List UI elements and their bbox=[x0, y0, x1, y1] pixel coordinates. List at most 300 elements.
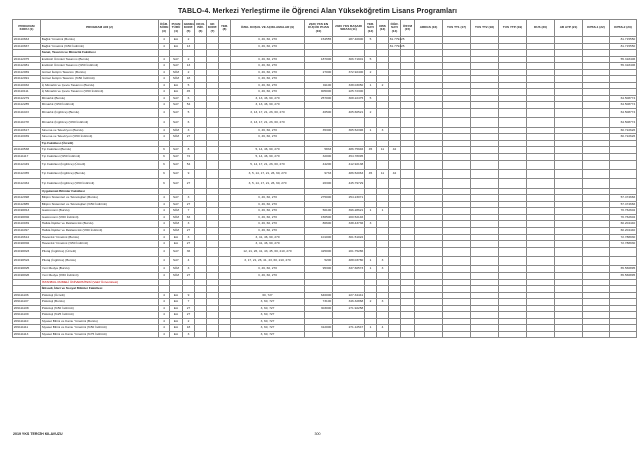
table-cell bbox=[415, 118, 443, 127]
program-code: 204111023 bbox=[13, 109, 41, 118]
program-name: Mimarlık (Burslu) bbox=[41, 95, 159, 102]
table-cell: 3 bbox=[377, 127, 389, 134]
table-cell: 55.318406 bbox=[610, 63, 637, 70]
table-cell: 4 bbox=[159, 272, 170, 279]
program-code: 204110111 bbox=[13, 89, 41, 96]
table-cell: SÖZ bbox=[170, 134, 183, 141]
column-header: OKUL BİR. (6) bbox=[195, 20, 207, 37]
table-cell: 200.52146 bbox=[333, 214, 365, 221]
table-cell bbox=[219, 331, 231, 338]
table-cell bbox=[527, 118, 555, 127]
table-cell bbox=[415, 109, 443, 118]
table-cell: 6 bbox=[159, 153, 170, 160]
program-name: Havacılık Yönetimi (%50 İndirimli) bbox=[41, 241, 159, 248]
table-cell bbox=[377, 118, 389, 127]
table-cell: 3, 46, 60, 270 bbox=[231, 89, 305, 96]
table-cell: SAY bbox=[170, 247, 183, 256]
table-cell: 64.508774 bbox=[610, 118, 637, 127]
table-cell: 2 bbox=[365, 109, 377, 118]
program-name: Tıp Fakültesi (Burslu) bbox=[41, 147, 159, 154]
program-name: Siyaset Bilimi ve Kamu Yönetimi (Burslu) bbox=[41, 318, 159, 325]
table-cell bbox=[401, 179, 415, 188]
table-cell: 3, 13, 17, 21, 26, 60, 270 bbox=[231, 109, 305, 118]
table-cell: 3 bbox=[377, 299, 389, 306]
column-header: DUS (20) bbox=[527, 20, 555, 37]
table-cell bbox=[219, 179, 231, 188]
table-cell: 65.566895 bbox=[610, 266, 637, 273]
table-cell: 72.788930 bbox=[610, 234, 637, 241]
table-cell: SAY bbox=[170, 257, 183, 266]
table-cell: 4 bbox=[159, 195, 170, 202]
table-cell bbox=[555, 179, 583, 188]
table-cell: 4 bbox=[183, 257, 195, 266]
table-cell: 338.03050 bbox=[333, 82, 365, 89]
table-cell bbox=[365, 179, 377, 188]
table-cell bbox=[195, 247, 207, 256]
program-name: Tıp Fakültesi (İngilizce) (Ücretli) bbox=[41, 160, 159, 169]
faculty-title: İktisadi, İdari ve Sosyal Bilimler Fakültesi bbox=[41, 286, 159, 293]
table-cell bbox=[195, 331, 207, 338]
table-cell: 55.318406 bbox=[610, 56, 637, 63]
table-cell: 13 bbox=[183, 43, 195, 50]
table-cell: SAY bbox=[170, 56, 183, 63]
table-cell: 225.72300 bbox=[333, 89, 365, 96]
program-name: Havacılık Yönetimi (Burslu) bbox=[41, 234, 159, 241]
table-cell: 3 bbox=[365, 221, 377, 228]
table-cell: 81.715550 bbox=[610, 37, 637, 44]
table-cell bbox=[195, 118, 207, 127]
table-cell bbox=[471, 257, 499, 266]
table-cell: 73100 bbox=[305, 299, 333, 306]
program-name: İç Mimarlık ve Çevre Tasarımı (%50 İndirimli) bbox=[41, 89, 159, 96]
program-name: Halkla İlişkiler ve Reklamcılık (Burslu) bbox=[41, 221, 159, 228]
table-cell: 9 bbox=[183, 292, 195, 299]
table-cell: 1 bbox=[365, 266, 377, 273]
table-cell bbox=[527, 331, 555, 338]
table-cell: 4 bbox=[159, 325, 170, 332]
table-cell bbox=[527, 179, 555, 188]
program-code: 204190826 bbox=[13, 272, 41, 279]
table-cell: 101000 bbox=[305, 234, 333, 241]
table-cell: 45 bbox=[183, 89, 195, 96]
table-cell: 36 bbox=[183, 247, 195, 256]
table-cell: 4 bbox=[159, 299, 170, 306]
program-name: Sinema ve Televizyon (Burslu) bbox=[41, 127, 159, 134]
table-cell bbox=[195, 109, 207, 118]
table-cell: 4 bbox=[159, 234, 170, 241]
table-cell: 42 bbox=[389, 169, 401, 178]
table-cell: SÖZ bbox=[170, 214, 183, 221]
table-cell: 3, 46, 60, 270 bbox=[231, 37, 305, 44]
table-cell bbox=[305, 118, 333, 127]
column-header: OBS (13) bbox=[377, 20, 389, 37]
table-cell: 57.474666 bbox=[610, 201, 637, 208]
table-cell: 365.52396 bbox=[333, 127, 365, 134]
table-cell: 4 bbox=[377, 325, 389, 332]
table-cell: 1 bbox=[365, 127, 377, 134]
table-cell: 54 bbox=[183, 102, 195, 109]
table-cell: 50100 bbox=[305, 208, 333, 215]
table-cell bbox=[499, 160, 527, 169]
table-cell: 405.60521 bbox=[333, 109, 365, 118]
program-code: 204111078 bbox=[13, 118, 41, 127]
table-cell: 11 bbox=[377, 169, 389, 178]
program-code: 204116614 bbox=[13, 234, 41, 241]
table-cell: SAY bbox=[170, 147, 183, 154]
program-code: 204112885 bbox=[13, 201, 41, 208]
table-cell: 95300 bbox=[305, 266, 333, 273]
table-cell: 4 bbox=[159, 95, 170, 102]
table-cell bbox=[499, 118, 527, 127]
table-cell: 72.788930 bbox=[610, 241, 637, 248]
program-name: Endüstri Ürünleri Tasarımı (Burslu) bbox=[41, 56, 159, 63]
table-cell: 4 bbox=[159, 331, 170, 338]
table-cell: 4 bbox=[159, 76, 170, 83]
table-cell: 45 bbox=[365, 169, 377, 178]
table-cell: 7 bbox=[183, 208, 195, 215]
table-cell: 18 bbox=[183, 76, 195, 83]
table-cell bbox=[527, 160, 555, 169]
table-cell: 91100 bbox=[305, 82, 333, 89]
table-cell: 646000 bbox=[305, 292, 333, 299]
table-cell: 64.508774 bbox=[610, 102, 637, 109]
table-cell: EA bbox=[170, 325, 183, 332]
table-cell bbox=[365, 247, 377, 256]
table-cell bbox=[499, 331, 527, 338]
table-cell: 6 bbox=[183, 118, 195, 127]
table-cell: 81.715550 bbox=[610, 43, 637, 50]
table-cell: 271.12547 bbox=[333, 325, 365, 332]
table-cell: 287.40900 bbox=[333, 37, 365, 44]
table-cell: 486.75946 bbox=[333, 147, 365, 154]
table-cell bbox=[583, 257, 610, 266]
table-cell bbox=[583, 247, 610, 256]
table-cell: 3, 46, 60, 270 bbox=[231, 195, 305, 202]
table-cell bbox=[389, 331, 401, 338]
table-cell: 27 bbox=[183, 134, 195, 141]
table-cell bbox=[610, 331, 637, 338]
table-cell bbox=[401, 160, 415, 169]
table-cell bbox=[333, 331, 365, 338]
program-code: 209111110 bbox=[13, 318, 41, 325]
table-cell: 3, 46, 60, 270 bbox=[231, 214, 305, 221]
table-cell: 12, 21, 26, 41, 43, 45, 60, 210, 270 bbox=[231, 247, 305, 256]
table-cell bbox=[527, 109, 555, 118]
table-cell: 3 bbox=[183, 127, 195, 134]
table-cell: SAY bbox=[170, 109, 183, 118]
program-name: Siyaset Bilimi ve Kamu Yönetimi (%75 İndirimli) bbox=[41, 331, 159, 338]
program-code: 204110538 bbox=[13, 147, 41, 154]
table-cell bbox=[195, 169, 207, 178]
program-code: 204111097 bbox=[13, 227, 41, 234]
program-name: Bilişim Sistemleri ve Teknolojileri (Burslu) bbox=[41, 195, 159, 202]
table-cell bbox=[555, 247, 583, 256]
column-header: ÖĞR. SAYI (14) bbox=[389, 20, 401, 37]
table-cell bbox=[555, 257, 583, 266]
column-header: GENEL KONT. (5) bbox=[183, 20, 195, 37]
table-cell: 5, 14, 46, 60, 270 bbox=[231, 147, 305, 154]
table-cell bbox=[377, 179, 389, 188]
table-cell: 3, 60, 727 bbox=[231, 299, 305, 306]
table-cell bbox=[195, 160, 207, 169]
table-cell: 3, 46, 60, 270 bbox=[231, 221, 305, 228]
table-cell: 1 bbox=[377, 208, 389, 215]
table-cell bbox=[443, 179, 471, 188]
table-cell: 32000 bbox=[305, 153, 333, 160]
table-cell: SÖZ bbox=[170, 227, 183, 234]
university-title: İSTANBUL RUMELİ ÜNİVERSİTESİ (Vakıf Üniversitesi) bbox=[41, 279, 159, 286]
table-cell: 156500 bbox=[305, 214, 333, 221]
table-cell bbox=[219, 247, 231, 256]
table-row bbox=[13, 109, 637, 118]
table-cell: 3, 46, 60, 270 bbox=[231, 208, 305, 215]
table-cell bbox=[443, 257, 471, 266]
program-name: Görsel İletişim Tasarımı (Burslu) bbox=[41, 69, 159, 76]
table-row bbox=[13, 247, 637, 256]
program-name: Pilotaj (İngilizce) (Burslu) bbox=[41, 257, 159, 266]
table-cell: SÖZ bbox=[170, 221, 183, 228]
table-cell: 64.508774 bbox=[610, 109, 637, 118]
table-cell: 4 bbox=[159, 221, 170, 228]
table-cell: 4 bbox=[159, 318, 170, 325]
program-name: Bağlık Yönetimi (Burslu) bbox=[41, 37, 159, 44]
table-cell: 6 bbox=[159, 169, 170, 178]
table-cell: 8 bbox=[183, 147, 195, 154]
table-cell: 4 bbox=[159, 127, 170, 134]
table-cell: 35300 bbox=[305, 127, 333, 134]
table-cell bbox=[377, 331, 389, 338]
program-code: 204111117 bbox=[13, 153, 41, 160]
table-cell: SÖZ bbox=[170, 76, 183, 83]
table-cell: 18 bbox=[183, 325, 195, 332]
table-cell: SÖZ bbox=[170, 69, 183, 76]
table-cell: 3 bbox=[377, 266, 389, 273]
table-cell: 257000 bbox=[305, 95, 333, 102]
table-cell bbox=[610, 160, 637, 169]
table-cell: 4 bbox=[159, 89, 170, 96]
table-row bbox=[13, 118, 637, 127]
table-cell: 3, 46, 60, 270 bbox=[231, 227, 305, 234]
table-cell bbox=[499, 247, 527, 256]
table-cell: EA bbox=[170, 312, 183, 319]
table-cell bbox=[195, 257, 207, 266]
table-cell: 72 bbox=[183, 153, 195, 160]
table-cell bbox=[365, 160, 377, 169]
table-cell bbox=[555, 160, 583, 169]
table-cell bbox=[499, 109, 527, 118]
table-cell: 3, 46, 60, 270 bbox=[231, 266, 305, 273]
program-name: Tıp Fakültesi (İngilizce) (%50 İndirimli) bbox=[41, 179, 159, 188]
table-cell: 4 bbox=[159, 227, 170, 234]
column-header: PROGRAM ADI (2) bbox=[41, 20, 159, 37]
table-cell: 3 bbox=[183, 266, 195, 273]
table-cell: 4 bbox=[159, 208, 170, 215]
program-code: 204190813 bbox=[13, 208, 41, 215]
table-cell: 60.722626 bbox=[610, 134, 637, 141]
table-cell: SAY bbox=[170, 179, 183, 188]
table-cell: 5 bbox=[365, 37, 377, 44]
table-cell: 425000 bbox=[305, 247, 333, 256]
table-cell: 64.508774 bbox=[610, 95, 637, 102]
table-cell: 3 bbox=[183, 234, 195, 241]
program-name: Psikoloji (%25 İndirimli) bbox=[41, 312, 159, 319]
table-cell: 3, 5, 14, 17, 21, 26, 60, 270 bbox=[231, 179, 305, 188]
table-cell: 27 bbox=[183, 305, 195, 312]
page-number: 300 bbox=[314, 432, 321, 436]
table-cell: 81.779425 bbox=[389, 43, 401, 50]
table-cell bbox=[499, 179, 527, 188]
table-cell: 70.762602 bbox=[610, 208, 637, 215]
table-cell: 54 bbox=[183, 160, 195, 169]
table-cell: 4 bbox=[159, 118, 170, 127]
table-cell bbox=[471, 331, 499, 338]
table-cell bbox=[377, 247, 389, 256]
table-cell bbox=[195, 179, 207, 188]
program-name: Endüstri Ürünleri Tasarımı (%50 İndirimli) bbox=[41, 63, 159, 70]
program-code: 204110667 bbox=[13, 43, 41, 50]
table-cell: 454.78095 bbox=[333, 153, 365, 160]
table-cell bbox=[365, 118, 377, 127]
table-cell: 4 bbox=[159, 43, 170, 50]
program-code: 204190802 bbox=[13, 214, 41, 221]
program-code: 204110032 bbox=[13, 82, 41, 89]
table-cell: 5 bbox=[365, 56, 377, 63]
table-cell bbox=[471, 109, 499, 118]
program-name: Yeni Medya (%50 İndirimli) bbox=[41, 272, 159, 279]
table-cell: 372.92400 bbox=[333, 69, 365, 76]
table-cell: 3, 46, 60, 270 bbox=[231, 56, 305, 63]
table-cell: 3, 46, 60, 270 bbox=[231, 43, 305, 50]
table-cell bbox=[527, 169, 555, 178]
column-header: KPSS-2 (23) bbox=[610, 20, 637, 37]
table-cell: 201.75286 bbox=[333, 247, 365, 256]
table-cell: 905000 bbox=[305, 89, 333, 96]
table-cell: EA bbox=[170, 331, 183, 338]
table-cell: 46500 bbox=[305, 109, 333, 118]
table-cell: 2 bbox=[183, 56, 195, 63]
program-code: 209111109 bbox=[13, 312, 41, 319]
table-cell bbox=[219, 160, 231, 169]
table-cell: EA bbox=[170, 82, 183, 89]
column-header: TUS TT1 (17) bbox=[443, 20, 471, 37]
table-cell bbox=[415, 331, 443, 338]
program-code: 204112081 bbox=[13, 63, 41, 70]
table-cell: 4 bbox=[159, 63, 170, 70]
table-cell: SAY bbox=[170, 153, 183, 160]
program-code: 204112091 bbox=[13, 76, 41, 83]
table-cell: 3, 13, 46, 60, 270 bbox=[231, 102, 305, 109]
program-code: 204190825 bbox=[13, 266, 41, 273]
table-cell bbox=[555, 118, 583, 127]
table-cell bbox=[389, 257, 401, 266]
program-name: Siyaset Bilimi ve Kamu Yönetimi (%50 İndirimli) bbox=[41, 325, 159, 332]
table-cell: 3 bbox=[183, 221, 195, 228]
table-cell: 6 bbox=[159, 160, 170, 169]
program-name: Psikoloji (Burslu) bbox=[41, 299, 159, 306]
table-cell bbox=[610, 169, 637, 178]
table-cell bbox=[389, 118, 401, 127]
table-cell bbox=[555, 331, 583, 338]
table-cell: 301.51022 bbox=[333, 234, 365, 241]
table-cell: 3 bbox=[183, 331, 195, 338]
table-cell: 11 bbox=[377, 147, 389, 154]
table-cell: 45 bbox=[365, 147, 377, 154]
table-cell: SAY bbox=[170, 169, 183, 178]
table-cell: 1 bbox=[365, 325, 377, 332]
table-cell bbox=[207, 247, 219, 256]
column-header: 2020 YKS EN KÜÇÜK PUAN (10) bbox=[305, 20, 333, 37]
program-code: 209111107 bbox=[13, 299, 41, 306]
table-cell: SÖZ bbox=[170, 266, 183, 273]
table-cell bbox=[401, 331, 415, 338]
table-cell: 4 bbox=[159, 247, 170, 256]
table-cell: 3, 46, 60, 270 bbox=[231, 201, 305, 208]
program-code: 204110039 bbox=[13, 221, 41, 228]
table-cell bbox=[401, 257, 415, 266]
table-cell: 346.32868 bbox=[333, 299, 365, 306]
table-cell: 70.762602 bbox=[610, 214, 637, 221]
table-cell: 5 bbox=[183, 82, 195, 89]
table-cell: 27 bbox=[183, 241, 195, 248]
table-cell bbox=[443, 109, 471, 118]
table-cell: 3, 46, 60, 270 bbox=[231, 76, 305, 83]
column-header: TUS TT2 (18) bbox=[471, 20, 499, 37]
table-cell bbox=[583, 331, 610, 338]
table-cell: 3, 60, 727 bbox=[231, 325, 305, 332]
table-cell: 1 bbox=[365, 208, 377, 215]
column-header: ÖZEL KOŞUL VE AÇIKLAMALAR (9) bbox=[231, 20, 305, 37]
table-row bbox=[13, 257, 637, 266]
table-cell: EA bbox=[170, 234, 183, 241]
table-cell: 57.474666 bbox=[610, 195, 637, 202]
column-header: YER. SAYI (12) bbox=[365, 20, 377, 37]
table-cell: SÖZ bbox=[170, 272, 183, 279]
table-cell: 4 bbox=[159, 134, 170, 141]
table-cell: 86600 bbox=[305, 221, 333, 228]
table-cell: EA bbox=[170, 299, 183, 306]
table-cell: SAY bbox=[170, 118, 183, 127]
table-cell bbox=[377, 160, 389, 169]
table-cell: EA bbox=[170, 37, 183, 44]
table-cell bbox=[207, 160, 219, 169]
table-cell: 2 bbox=[183, 318, 195, 325]
program-code: 204190524 bbox=[13, 257, 41, 266]
table-cell: 271.92258 bbox=[333, 305, 365, 312]
table-cell bbox=[443, 169, 471, 178]
table-cell: 60.204440 bbox=[610, 227, 637, 234]
table-cell: 3, 13, 46, 60, 270 bbox=[231, 95, 305, 102]
column-header: ÖSYM (15) bbox=[401, 20, 415, 37]
table-cell: 3, 60, 727 bbox=[231, 318, 305, 325]
table-cell: 27 bbox=[183, 227, 195, 234]
table-cell: 3, 60, 727 bbox=[231, 331, 305, 338]
table-row bbox=[13, 331, 637, 338]
table-cell: 2 bbox=[377, 82, 389, 89]
program-name: Mimarlık (%50 İndirimli) bbox=[41, 102, 159, 109]
table-cell: 3, 46, 60, 270 bbox=[231, 127, 305, 134]
table-cell: 5, 14, 46, 60, 270 bbox=[231, 153, 305, 160]
program-code: 204190802 bbox=[13, 241, 41, 248]
table-cell: 9 bbox=[183, 169, 195, 178]
table-cell bbox=[471, 118, 499, 127]
program-code: 204112285 bbox=[13, 102, 41, 109]
column-header: TUS YTP (19) bbox=[499, 20, 527, 37]
table-cell: 3, 17, 21, 26, 41, 43, 60, 210, 270 bbox=[231, 257, 305, 266]
table-cell: SÖZ bbox=[170, 208, 183, 215]
table-cell bbox=[401, 169, 415, 178]
table-cell: SAY bbox=[170, 102, 183, 109]
table-cell: 2 bbox=[365, 69, 377, 76]
